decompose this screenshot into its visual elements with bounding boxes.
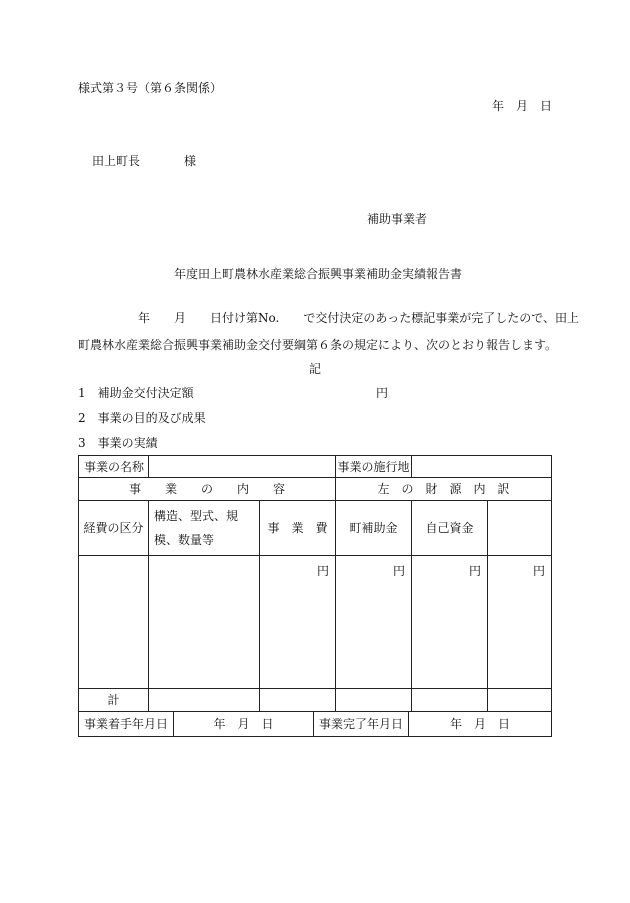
location-label: 事業の施行地	[336, 456, 412, 478]
location-value[interactable]	[412, 456, 552, 478]
start-date-label: 事業着手年月日	[79, 712, 174, 736]
table-row	[79, 689, 552, 712]
col-category: 経費の区分	[79, 501, 149, 556]
col-town-subsidy: 町補助金	[336, 501, 412, 556]
end-date-value[interactable]: 年 月 日	[449, 717, 510, 731]
content-header: 事 業 の 内 容	[79, 478, 336, 501]
col-other	[488, 501, 552, 556]
dates-row	[79, 712, 552, 737]
item-3-label: 3 事業の実績	[78, 436, 158, 450]
cost-yen: 円	[260, 556, 336, 689]
body-line-1: 年 月 日付け第No. で交付決定のあった標記事業が完了したので、田上	[138, 311, 579, 325]
total-town-subsidy-cell[interactable]	[336, 689, 412, 712]
col-own-funds: 自己資金	[412, 501, 488, 556]
results-table	[78, 455, 552, 737]
table-row	[79, 456, 552, 478]
own-funds-yen: 円	[412, 556, 488, 689]
report-date: 年 月 日	[492, 99, 553, 113]
structure-cell[interactable]	[149, 556, 260, 689]
addressee-name: 田上町長	[92, 154, 141, 168]
applicant-label: 補助事業者	[367, 212, 428, 226]
col-cost: 事 業 費	[260, 501, 336, 556]
total-structure-cell[interactable]	[149, 689, 260, 712]
table-row	[79, 556, 552, 689]
form-number: 様式第３号（第６条関係）	[78, 81, 223, 95]
end-date-label: 事業完了年月日	[314, 712, 409, 736]
total-cost-cell[interactable]	[260, 689, 336, 712]
funding-header: 左 の 財 源 内 訳	[336, 478, 552, 501]
table-row	[79, 478, 552, 501]
total-own-funds-cell[interactable]	[412, 689, 488, 712]
table-row	[79, 712, 552, 737]
col-structure: 構造、型式、規模、数量等	[149, 501, 260, 556]
total-label: 計	[79, 689, 149, 712]
item-1-label: 1 補助金交付決定額	[78, 386, 194, 400]
town-subsidy-yen: 円	[336, 556, 412, 689]
total-other-cell[interactable]	[488, 689, 552, 712]
other-yen: 円	[488, 556, 552, 689]
document-title: 年度田上町農林水産業総合振興事業補助金実績報告書	[174, 267, 463, 281]
item-1-unit: 円	[376, 386, 389, 400]
table-row	[79, 501, 552, 556]
addressee-honorific: 様	[184, 154, 197, 168]
body-line-2: 町農林水産業総合振興事業補助金交付要綱第６条の規定により、次のとおり報告します。	[78, 338, 558, 352]
project-name-value[interactable]	[149, 456, 336, 478]
project-name-label: 事業の名称	[79, 456, 149, 478]
ki-heading: 記	[309, 362, 322, 376]
category-cell[interactable]	[79, 556, 149, 689]
item-2-label: 2 事業の目的及び成果	[78, 411, 206, 425]
start-date-value[interactable]: 年 月 日	[174, 712, 314, 736]
